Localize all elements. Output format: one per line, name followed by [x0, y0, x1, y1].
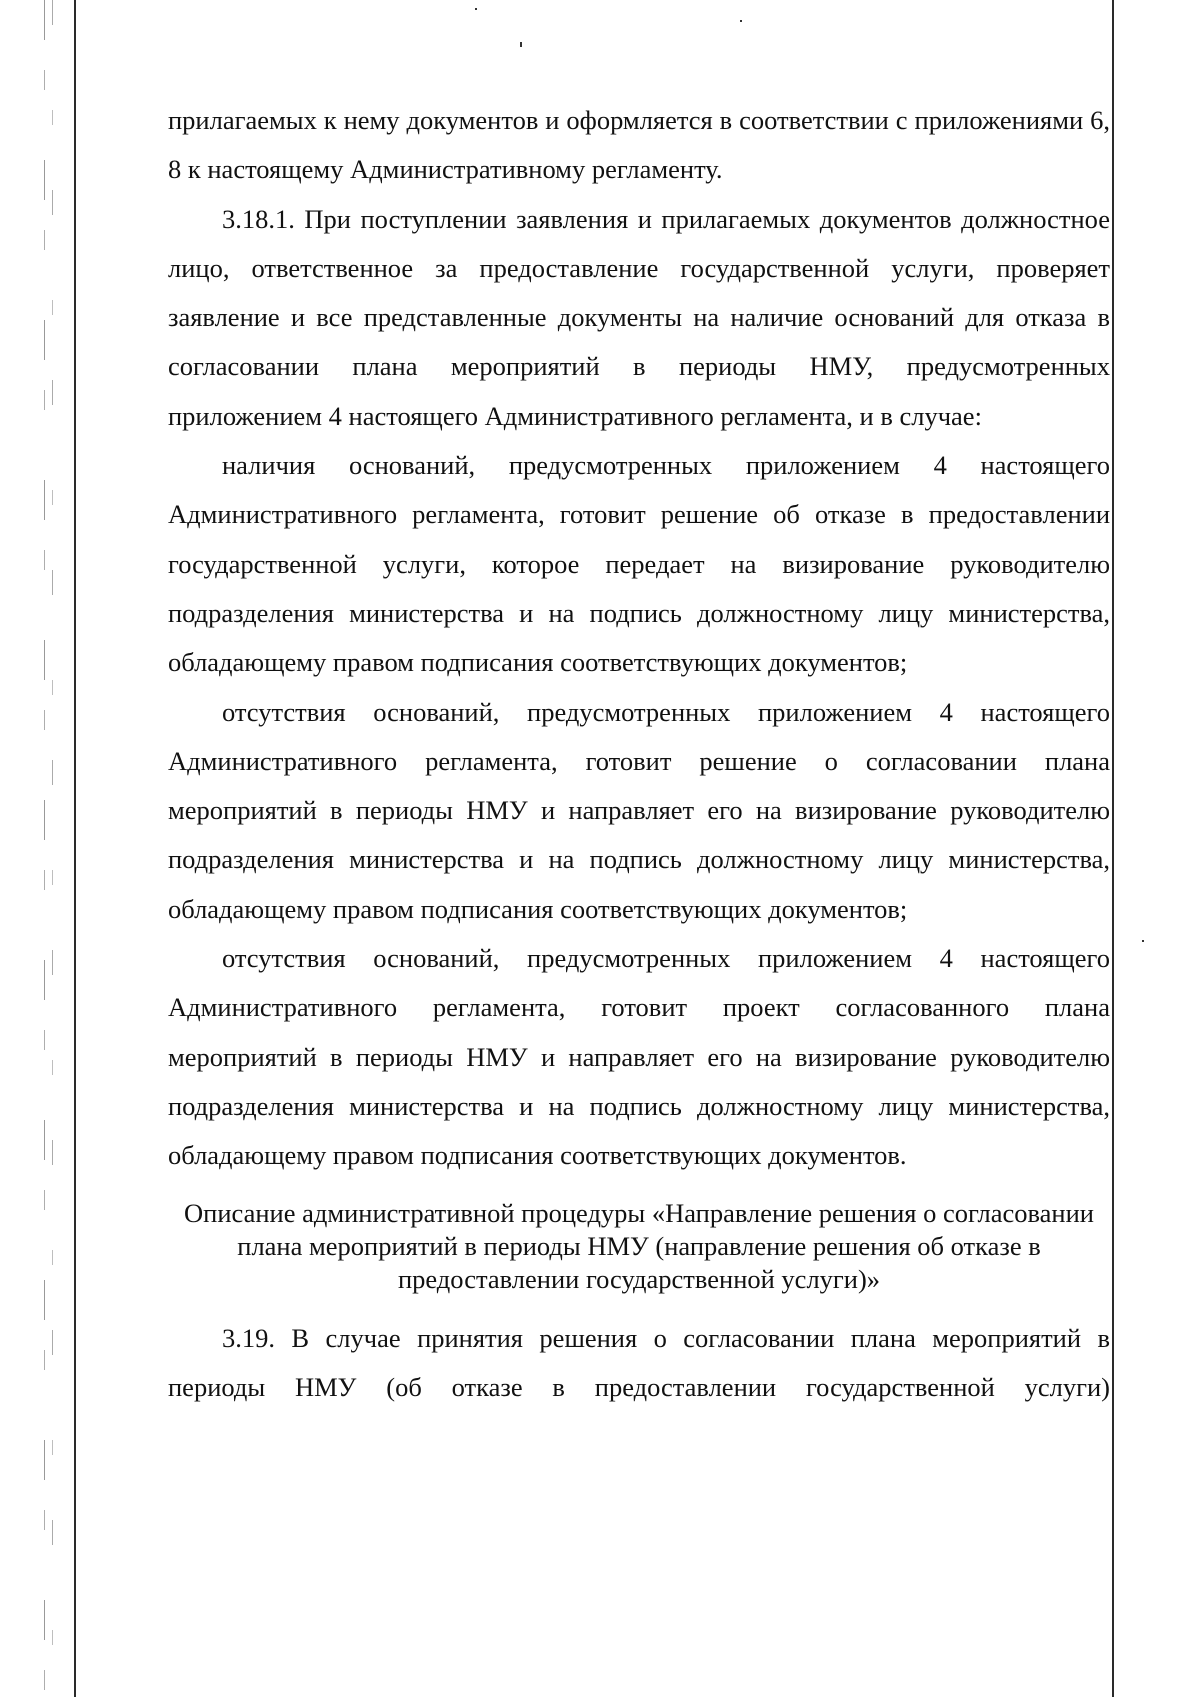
paragraph-grounds-absent-draft: отсутствия оснований, предусмотренных приложением 4 настоящего Административного регламента, готовит проект согласованного плана мероприятий в периоды НМУ и направляет его на визирование руководителю подразделения министерства и на подпись должностному лицу министерства, обладающему правом подписания соответствующих документов.: [168, 943, 1110, 1171]
scan-speck: [740, 20, 742, 22]
scan-artifact-left-inner: [52, 0, 53, 1697]
scan-border-right: [1112, 0, 1114, 1697]
section-heading: Описание административной процедуры «Направление решения о согласовании плана мероприятий в периоды НМУ (направление решения об отказе в предоставлении государственной услуги)»: [184, 1197, 1094, 1294]
paragraph-continuation: прилагаемых к нему документов и оформляется в соответствии с приложениями 6, 8 к настоящему Административному регламенту.: [168, 105, 1110, 185]
scan-artifact-left-outer: [44, 0, 45, 1697]
document-page: [168, 96, 1110, 1412]
paragraph-grounds-present: наличия оснований, предусмотренных приложением 4 настоящего Административного регламента, готовит решение об отказе в предоставлении государственной услуги, которое передает на визирование руководителю подразделения министерства и на подпись должностному лицу министерства, обладающему правом подписания соответствующих документов;: [168, 450, 1110, 678]
paragraph-3-19: 3.19. В случае принятия решения о согласовании плана мероприятий в периоды НМУ (об отказе в предоставлении государственной услуги): [168, 1322, 1110, 1402]
scan-speck: [475, 8, 477, 10]
paragraph-grounds-absent-decision: отсутствия оснований, предусмотренных приложением 4 настоящего Административного регламента, готовит решение о согласовании плана мероприятий в периоды НМУ и направляет его на визирование руководителю подразделения министерства и на подпись должностному лицу министерства, обладающему правом подписания соответствующих документов;: [168, 696, 1110, 924]
paragraph-3-18-1: 3.18.1. При поступлении заявления и прилагаемых документов должностное лицо, ответственное за предоставление государственной услуги, проверяет заявление и все представленные документы на наличие оснований для отказа в согласовании плана мероприятий в периоды НМУ, предусмотренных приложением 4 настоящего Административного регламента, и в случае:: [168, 203, 1110, 431]
scan-speck: [1142, 940, 1144, 942]
scan-border-left: [74, 0, 76, 1697]
scan-speck: [520, 42, 522, 47]
